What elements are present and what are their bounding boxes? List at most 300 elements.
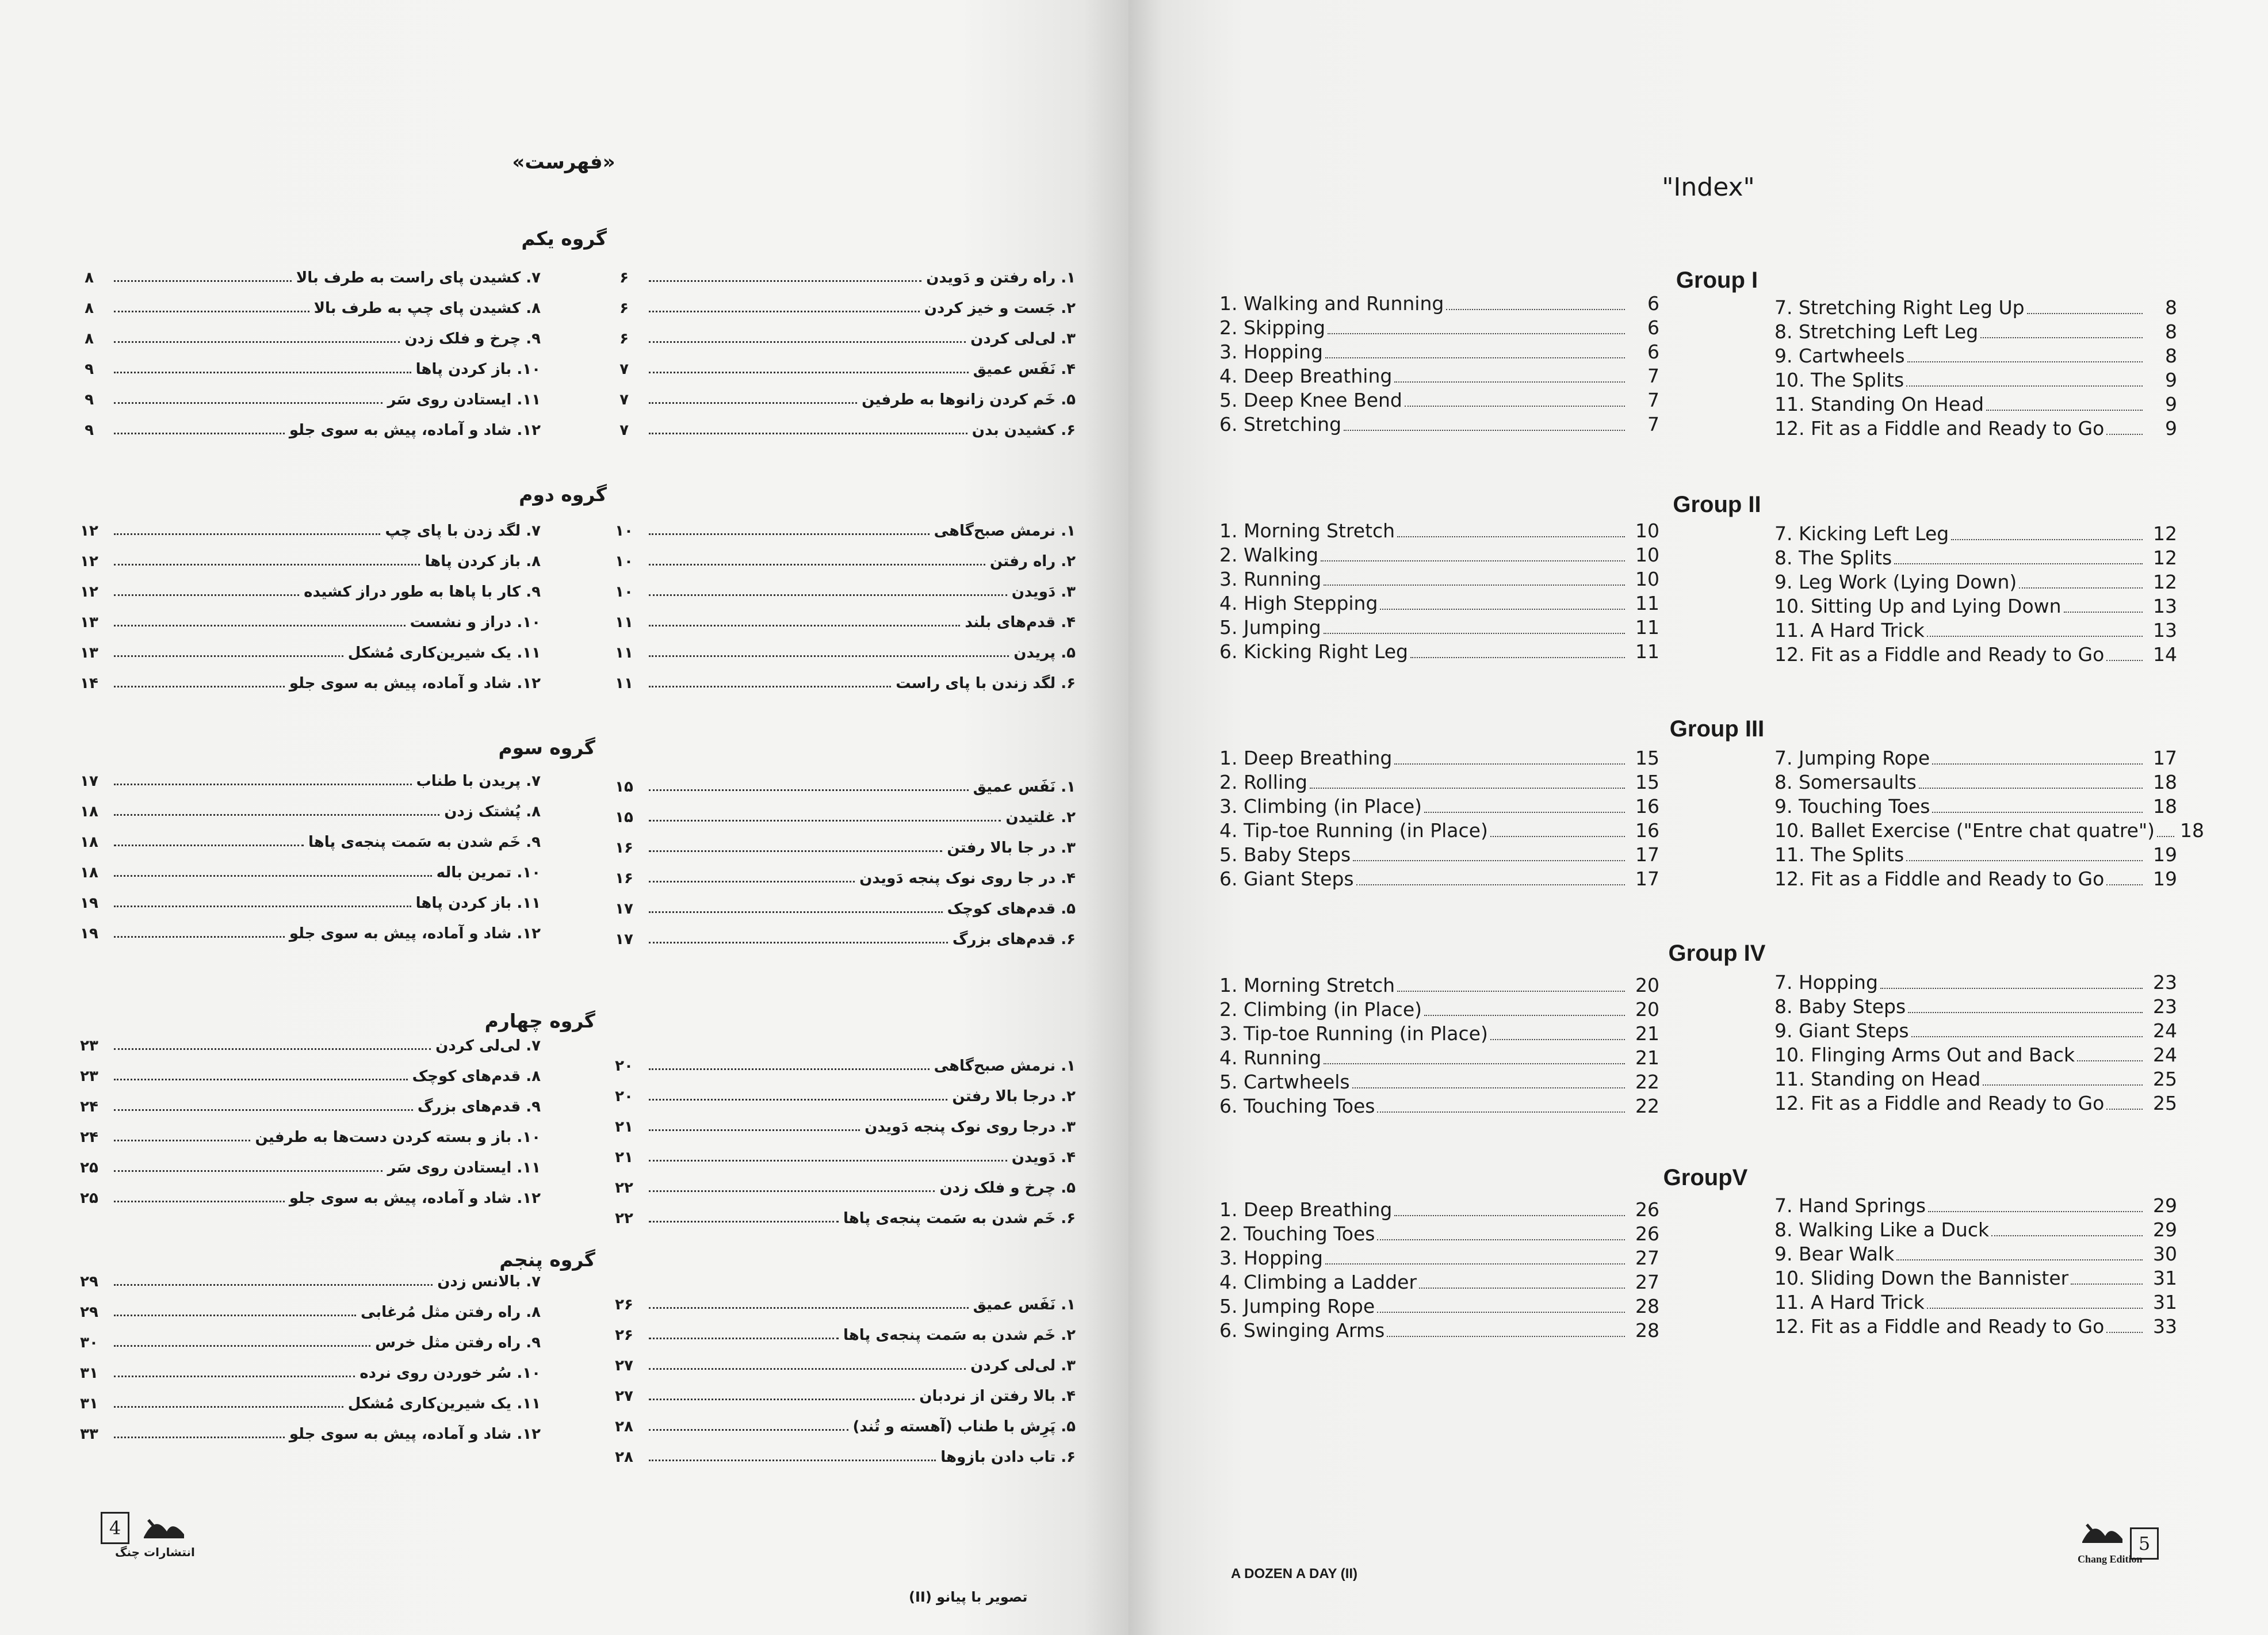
dot-leader [114, 875, 432, 877]
dot-leader [114, 341, 400, 343]
entry-page-number: 11 [1635, 640, 1659, 663]
entry-title: 1. Morning Stretch [1219, 974, 1395, 996]
dot-leader [1397, 991, 1625, 992]
dot-leader [114, 1079, 408, 1080]
entry-page-number: 14 [2153, 643, 2177, 666]
persian-index-entry [604, 1197, 1076, 1227]
publisher-logo-icon [138, 1508, 190, 1543]
dot-leader [649, 1368, 966, 1370]
left-publisher-name: انتشارات چنگ [115, 1545, 195, 1559]
entry-page-number: 30 [2153, 1243, 2177, 1265]
english-index-entry [1774, 1042, 2177, 1066]
english-index-entry [1219, 1317, 1659, 1342]
english-index-entry [1774, 367, 2177, 391]
entry-title: 11. Standing On Head [1774, 393, 1984, 415]
entry-page-number: 20 [1635, 974, 1659, 996]
english-index-entry [1774, 1265, 2177, 1289]
dot-leader [1410, 657, 1625, 658]
english-index-entry [1219, 866, 1659, 890]
entry-title: 8. Baby Steps [1774, 995, 1906, 1018]
entry-title: ۸. باز کردن پاها [424, 553, 541, 570]
entry-page-number: 31 [2153, 1267, 2177, 1289]
english-index-entry [1774, 1313, 2177, 1338]
entry-title: ۲. خَم شدن به سَمت پنجه‌ی پاها [843, 1327, 1076, 1344]
persian-group-heading: گروه پنجم [499, 1248, 595, 1271]
entry-page-number: 23 [2153, 971, 2177, 994]
persian-index-entry [604, 540, 1076, 570]
entry-title: 11. The Splits [1774, 843, 1904, 866]
entry-page-number: 9 [2165, 393, 2177, 415]
entry-page-number: 8 [2165, 320, 2177, 343]
entry-page-number: 7 [1647, 413, 1659, 436]
entry-title: 11. Standing on Head [1774, 1068, 1981, 1090]
entry-page-number: ۳۰ [80, 1334, 98, 1351]
persian-index-entry [604, 347, 1076, 378]
persian-index-entry [69, 662, 541, 692]
entry-title: ۴. بالا رفتن از نردبان [919, 1388, 1076, 1405]
entry-title: 12. Fit as a Fiddle and Ready to Go [1774, 643, 2105, 666]
entry-page-number: ۷ [619, 361, 629, 378]
dot-leader [1908, 1012, 2143, 1013]
entry-title: ۱۰. تمرین باله [436, 864, 541, 881]
dot-leader [114, 433, 285, 434]
entry-page-number: 12 [2153, 547, 2177, 569]
entry-page-number: 15 [1635, 771, 1659, 793]
dot-leader [1321, 560, 1625, 561]
right-publisher-name: Chang Edition [2078, 1553, 2143, 1565]
entry-title: 3. Climbing (in Place) [1219, 795, 1422, 818]
persian-index-entry [69, 912, 541, 942]
entry-title: ۲. راه رفتن [989, 553, 1076, 570]
dot-leader [1980, 337, 2143, 338]
persian-index-entry [604, 1136, 1076, 1166]
entry-page-number: ۲۲ [615, 1210, 633, 1227]
dot-leader [1352, 1087, 1625, 1088]
english-index-entry [1219, 566, 1659, 590]
entry-page-number: ۸ [85, 330, 94, 347]
entry-page-number: ۲۳ [80, 1037, 98, 1055]
dot-leader [114, 311, 309, 312]
dot-leader [1927, 636, 2143, 637]
english-index-entry [1774, 391, 2177, 415]
entry-page-number: 11 [1635, 592, 1659, 614]
persian-index-entry [604, 765, 1076, 796]
entry-page-number: 10 [1635, 544, 1659, 566]
entry-page-number: 29 [2153, 1218, 2177, 1241]
entry-title: ۲. جَست و خیز کردن [924, 300, 1076, 317]
persian-index-entry [69, 408, 541, 439]
entry-title: ۳. لی‌لی کردن [970, 1357, 1076, 1374]
dot-leader [1928, 1211, 2143, 1212]
dot-leader [649, 1460, 936, 1461]
dot-leader [1394, 381, 1625, 383]
persian-index-entry [604, 631, 1076, 662]
entry-title: 4. Tip-toe Running (in Place) [1219, 819, 1488, 842]
left-page [0, 0, 1129, 1635]
english-index-entry [1774, 1241, 2177, 1265]
entry-page-number: 22 [1635, 1095, 1659, 1117]
persian-group-heading: گروه سوم [498, 736, 595, 759]
persian-index-entry [69, 1321, 541, 1351]
persian-index-entry [604, 1313, 1076, 1344]
dot-leader [1932, 763, 2143, 765]
persian-group-1-column-2 [69, 256, 541, 439]
entry-title: 4. High Stepping [1219, 592, 1378, 614]
persian-index-entry [69, 881, 541, 912]
dot-leader [114, 1170, 383, 1172]
persian-index-entry [604, 918, 1076, 948]
dot-leader [114, 655, 343, 657]
persian-index-entry [604, 1283, 1076, 1313]
entry-title: 2. Rolling [1219, 771, 1307, 793]
dot-leader [1394, 1215, 1625, 1216]
persian-index-entry [69, 1146, 541, 1176]
persian-index-entry [604, 1105, 1076, 1136]
entry-page-number: ۱۵ [615, 778, 633, 796]
dot-leader [1951, 539, 2143, 540]
entry-title: ۲. غلتیدن [1005, 809, 1076, 826]
entry-title: ۹. خَم شدن به سَمت پنجه‌ی پاها [308, 834, 541, 851]
entry-title: 10. Sliding Down the Bannister [1774, 1267, 2069, 1289]
persian-index-entry [69, 256, 541, 286]
entry-page-number: ۷ [619, 422, 629, 439]
english-index-entry [1774, 1090, 2177, 1114]
entry-page-number: ۱۸ [80, 864, 98, 881]
english-index-entry [1219, 542, 1659, 566]
english-index-entry [1219, 972, 1659, 996]
entry-page-number: ۶ [619, 300, 629, 317]
dot-leader [1419, 1288, 1625, 1289]
english-group-2-column-2 [1774, 521, 2177, 666]
dot-leader [649, 372, 969, 373]
dot-leader [1344, 430, 1625, 431]
english-index-entry [1219, 996, 1659, 1021]
right-footer-title: A DOZEN A DAY (II) [1231, 1566, 1358, 1581]
entry-page-number: ۸ [85, 269, 94, 286]
entry-title: 8. Walking Like a Duck [1774, 1218, 1990, 1241]
entry-page-number: ۲۸ [615, 1418, 633, 1435]
entry-title: 7. Kicking Left Leg [1774, 522, 1949, 545]
entry-title: ۷. پریدن با طناب [416, 773, 541, 790]
persian-group-2-column-2 [69, 509, 541, 692]
entry-page-number: ۲۸ [615, 1449, 633, 1466]
left-page-number: 4 [101, 1512, 129, 1544]
dot-leader [1880, 988, 2143, 989]
entry-title: ۴. قدم‌های بلند [965, 614, 1076, 631]
persian-index-entry [69, 1412, 541, 1443]
entry-page-number: ۲۴ [80, 1129, 98, 1146]
english-index-entry [1774, 415, 2177, 440]
persian-index-entry [604, 1405, 1076, 1435]
entry-page-number: 19 [2153, 843, 2177, 866]
dot-leader [1446, 309, 1625, 310]
dot-leader [1324, 1063, 1625, 1064]
dot-leader [114, 280, 292, 282]
entry-title: 12. Fit as a Fiddle and Ready to Go [1774, 1092, 2105, 1114]
english-index-entry [1774, 745, 2177, 769]
entry-page-number: 6 [1647, 316, 1659, 339]
entry-title: 5. Jumping Rope [1219, 1295, 1375, 1317]
entry-title: ۶. قدم‌های بزرگ [952, 931, 1076, 948]
english-index-entry [1219, 518, 1659, 542]
entry-page-number: ۱۶ [615, 870, 633, 887]
entry-title: ۴. نَفَس عمیق [973, 361, 1076, 378]
entry-page-number: 16 [1635, 819, 1659, 842]
dot-leader [2157, 836, 2174, 837]
entry-title: ۹. قدم‌های بزرگ [417, 1098, 541, 1116]
entry-title: ۵. پَرِش با طناب (آهسته و تُند) [852, 1418, 1076, 1435]
dot-leader [114, 686, 285, 687]
entry-title: 2. Climbing (in Place) [1219, 998, 1422, 1021]
persian-index-entry [69, 790, 541, 820]
entry-page-number: 8 [2165, 296, 2177, 319]
english-group-1-column-1 [1219, 291, 1659, 436]
entry-page-number: 13 [2153, 619, 2177, 641]
entry-title: 4. Climbing a Ladder [1219, 1271, 1417, 1293]
english-index-entry [1774, 593, 2177, 617]
persian-group-heading: گروه یکم [521, 227, 607, 250]
entry-title: 9. Bear Walk [1774, 1243, 1895, 1265]
persian-index-entry [604, 1044, 1076, 1075]
english-index-entry [1774, 866, 2177, 890]
entry-page-number: ۱۱ [615, 675, 633, 692]
english-index-entry [1774, 1066, 2177, 1090]
entry-title: ۶. خَم شدن به سَمت پنجه‌ی پاها [843, 1210, 1076, 1227]
entry-page-number: ۱۹ [80, 925, 98, 942]
persian-index-entry [69, 1055, 541, 1085]
dot-leader [114, 533, 380, 535]
right-page-number: 5 [2130, 1527, 2159, 1560]
entry-title: ۵. چرخ و فلک زدن [939, 1179, 1076, 1197]
entry-title: ۱۰. سُر خوردن روی نرده [359, 1365, 541, 1382]
dot-leader [649, 942, 948, 943]
entry-page-number: ۲۱ [615, 1149, 633, 1166]
english-group-heading: GroupV [1663, 1165, 1748, 1190]
english-index-entry [1219, 590, 1659, 614]
dot-leader [1377, 1111, 1625, 1113]
entry-title: 1. Deep Breathing [1219, 1198, 1393, 1221]
entry-title: 6. Giant Steps [1219, 868, 1354, 890]
dot-leader [2071, 1283, 2143, 1285]
entry-page-number: ۱۹ [80, 895, 98, 912]
entry-title: 10. Ballet Exercise ("Entre chat quatre") [1774, 819, 2155, 842]
persian-index-entry [604, 317, 1076, 347]
dot-leader [649, 881, 855, 883]
entry-title: ۱۰. باز کردن پاها [415, 361, 541, 378]
dot-leader [1424, 812, 1625, 813]
entry-page-number: ۱۶ [615, 839, 633, 857]
dot-leader [649, 433, 967, 434]
entry-title: 6. Kicking Right Leg [1219, 640, 1409, 663]
persian-index-entry [69, 1116, 541, 1146]
entry-page-number: 31 [2153, 1291, 2177, 1313]
dot-leader [649, 820, 1001, 822]
dot-leader [2077, 1060, 2143, 1061]
entry-page-number: ۲۵ [80, 1159, 98, 1176]
dot-leader [114, 1140, 250, 1141]
entry-page-number: ۱۱ [615, 614, 633, 631]
dot-leader [2106, 434, 2143, 435]
entry-title: 4. Running [1219, 1046, 1322, 1069]
entry-page-number: 12 [2153, 522, 2177, 545]
english-index-entry [1219, 387, 1659, 411]
dot-leader [1353, 860, 1625, 861]
entry-title: 10. Flinging Arms Out and Back [1774, 1044, 2075, 1066]
entry-title: ۱۰. دراز و نشست [410, 614, 541, 631]
persian-index-entry [69, 1085, 541, 1116]
dot-leader [1325, 357, 1625, 358]
entry-page-number: ۱۳ [80, 614, 98, 631]
dot-leader [649, 1399, 915, 1400]
english-index-entry [1219, 793, 1659, 818]
persian-index-entry [69, 631, 541, 662]
english-index-entry [1219, 1069, 1659, 1093]
dot-leader [114, 564, 420, 566]
entry-page-number: ۱۵ [615, 809, 633, 826]
publisher-logo-icon [2076, 1513, 2128, 1548]
dot-leader [2106, 1332, 2143, 1333]
entry-page-number: 23 [2153, 995, 2177, 1018]
dot-leader [649, 280, 921, 282]
entry-title: ۷. لی‌لی کردن [435, 1037, 541, 1055]
persian-index-entry [604, 826, 1076, 857]
entry-title: 5. Baby Steps [1219, 843, 1351, 866]
persian-index-entry [604, 1374, 1076, 1405]
entry-page-number: ۹ [85, 422, 94, 439]
english-group-3-column-1 [1219, 745, 1659, 890]
dot-leader [114, 1345, 370, 1347]
entry-title: ۴. دَویدن [1011, 1149, 1076, 1166]
persian-index-entry [604, 509, 1076, 540]
entry-title: ۱۱. باز کردن پاها [415, 895, 541, 912]
persian-index-entry [604, 796, 1076, 826]
entry-page-number: ۹ [85, 361, 94, 378]
dot-leader [114, 906, 411, 907]
dot-leader [114, 402, 383, 404]
entry-page-number: ۱۰ [615, 522, 633, 540]
entry-page-number: ۲۷ [615, 1388, 633, 1405]
persian-index-entry [69, 1351, 541, 1382]
entry-title: 6. Touching Toes [1219, 1095, 1375, 1117]
english-group-5-column-1 [1219, 1197, 1659, 1342]
english-index-entry [1774, 295, 2177, 319]
entry-page-number: 21 [1635, 1022, 1659, 1045]
persian-index-title: «فهرست» [512, 151, 615, 174]
english-index-entry [1219, 339, 1659, 363]
entry-title: 5. Deep Knee Bend [1219, 389, 1402, 411]
entry-title: ۱. نرمش صبح‌گاهی [934, 1057, 1076, 1075]
entry-title: ۵. قدم‌های کوچک [947, 900, 1076, 918]
english-index-entry [1774, 343, 2177, 367]
entry-title: 1. Walking and Running [1219, 292, 1444, 315]
dot-leader [1424, 1015, 1625, 1016]
persian-index-entry [69, 601, 541, 631]
entry-title: 2. Skipping [1219, 316, 1326, 339]
entry-page-number: 17 [2153, 747, 2177, 769]
entry-page-number: ۲۹ [80, 1304, 98, 1321]
entry-title: 12. Fit as a Fiddle and Ready to Go [1774, 417, 2105, 440]
entry-title: ۸. قدم‌های کوچک [412, 1068, 541, 1085]
entry-title: ۵. خَم کردن زانوها به طرفین [862, 391, 1076, 408]
english-index-entry [1219, 1245, 1659, 1269]
english-index-entry [1774, 842, 2177, 866]
entry-title: 1. Morning Stretch [1219, 519, 1395, 542]
persian-index-entry [604, 286, 1076, 317]
entry-page-number: 24 [2153, 1044, 2177, 1066]
dot-leader [2027, 313, 2143, 314]
entry-page-number: 15 [1635, 747, 1659, 769]
english-group-heading: Group II [1673, 492, 1761, 517]
persian-index-entry [69, 759, 541, 790]
entry-page-number: ۱۰ [615, 553, 633, 570]
english-index-entry [1774, 1217, 2177, 1241]
entry-page-number: 7 [1647, 389, 1659, 411]
dot-leader [114, 1315, 356, 1316]
persian-index-entry [69, 1176, 541, 1207]
entry-title: 8. Stretching Left Leg [1774, 320, 1979, 343]
entry-title: 6. Swinging Arms [1219, 1319, 1385, 1342]
english-index-entry [1219, 818, 1659, 842]
dot-leader [114, 594, 299, 596]
dot-leader [114, 625, 406, 627]
entry-page-number: 28 [1635, 1319, 1659, 1342]
persian-group-3-column-1 [604, 765, 1076, 948]
entry-title: 10. The Splits [1774, 369, 1904, 391]
entry-title: ۸. راه رفتن مثل مُرغابی [361, 1304, 541, 1321]
dot-leader [649, 1160, 1007, 1162]
entry-page-number: 17 [1635, 843, 1659, 866]
dot-leader [649, 850, 942, 852]
entry-title: ۹. کار با پاها به طور دراز کشیده [304, 583, 541, 601]
entry-page-number: 11 [1635, 616, 1659, 639]
entry-title: ۱. نَفَس عمیق [973, 778, 1076, 796]
dot-leader [1490, 836, 1625, 837]
persian-index-entry [69, 509, 541, 540]
entry-page-number: ۲۵ [80, 1190, 98, 1207]
english-group-heading: Group III [1669, 716, 1765, 742]
entry-title: ۶. لگد زندن با پای راست [896, 675, 1076, 692]
entry-page-number: 9 [2165, 417, 2177, 440]
dot-leader [1405, 406, 1625, 407]
english-index-entry [1774, 1018, 2177, 1042]
persian-index-entry [604, 887, 1076, 918]
english-index-entry [1219, 769, 1659, 793]
dot-leader [2106, 660, 2143, 661]
english-index-entry [1219, 411, 1659, 436]
english-group-4-column-1 [1219, 972, 1659, 1117]
dot-leader [649, 789, 969, 791]
dot-leader [649, 1221, 839, 1223]
dot-leader [649, 1338, 839, 1339]
persian-index-entry [69, 820, 541, 851]
entry-page-number: 18 [2153, 795, 2177, 818]
entry-page-number: 8 [2165, 345, 2177, 367]
entry-page-number: ۱۳ [80, 644, 98, 662]
dot-leader [649, 1099, 947, 1101]
dot-leader [114, 1109, 413, 1111]
persian-index-entry [69, 347, 541, 378]
entry-title: ۹. راه رفتن مثل خرس [375, 1334, 541, 1351]
dot-leader [1377, 1312, 1625, 1313]
dot-leader [1397, 536, 1625, 537]
entry-page-number: ۱۴ [80, 675, 98, 692]
english-index-entry [1219, 842, 1659, 866]
dot-leader [649, 1190, 935, 1192]
dot-leader [114, 845, 304, 846]
dot-leader [2106, 884, 2143, 885]
persian-index-entry [69, 1382, 541, 1412]
persian-index-entry [604, 408, 1076, 439]
